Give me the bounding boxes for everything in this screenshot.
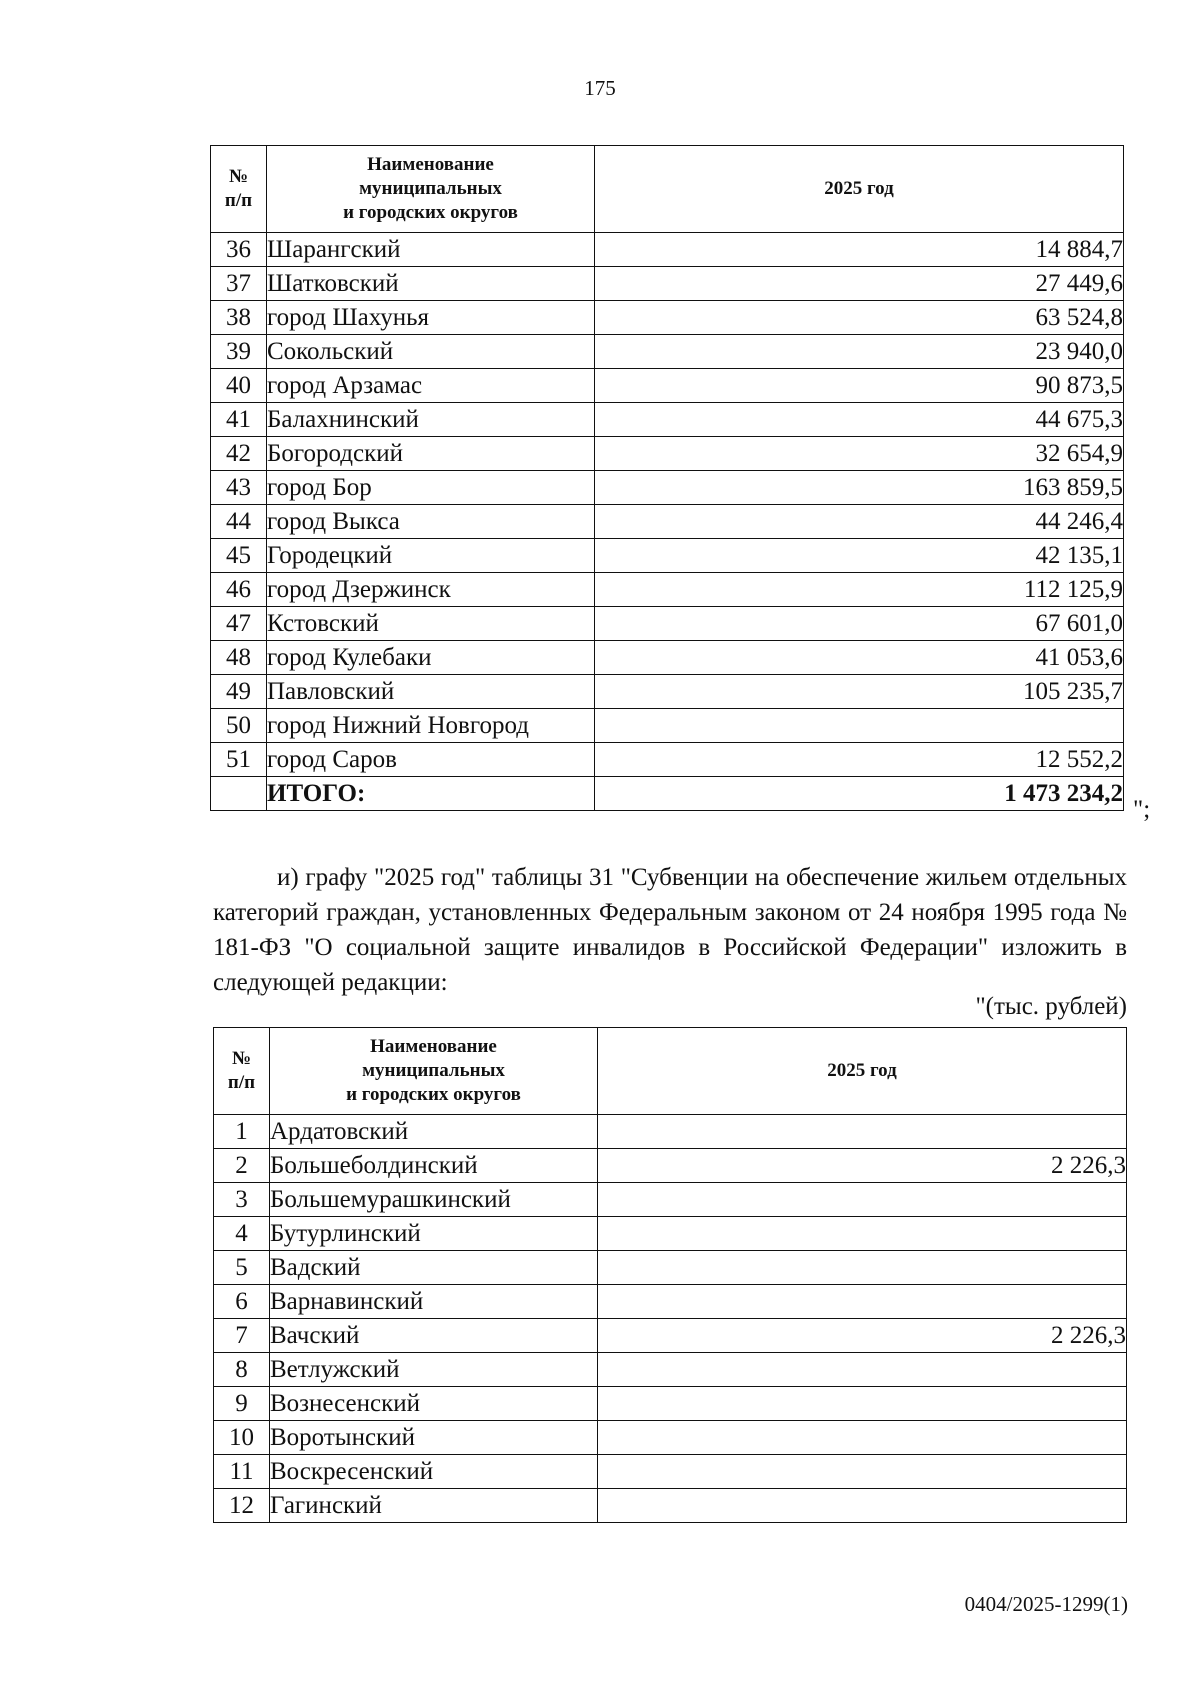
row-value: 41 053,6 (595, 641, 1124, 675)
table-header-row (211, 146, 1124, 233)
row-value (598, 1353, 1127, 1387)
table-row (211, 369, 1124, 403)
row-value: 44 246,4 (595, 505, 1124, 539)
row-number: 45 (211, 539, 267, 573)
row-value (598, 1285, 1127, 1319)
table-row (211, 301, 1124, 335)
district-name: Воскресенский (270, 1455, 598, 1489)
total-number-cell (211, 777, 267, 811)
row-number: 42 (211, 437, 267, 471)
district-name: Ардатовский (270, 1115, 598, 1149)
page-number: 175 (584, 76, 616, 100)
row-number: 40 (211, 369, 267, 403)
district-name: Ветлужский (270, 1353, 598, 1387)
row-number: 12 (214, 1489, 270, 1523)
row-value: 14 884,7 (595, 233, 1124, 267)
row-value: 23 940,0 (595, 335, 1124, 369)
row-number: 4 (214, 1217, 270, 1251)
header-name: Наименование муниципальных и городских округов (270, 1028, 598, 1115)
row-value: 27 449,6 (595, 267, 1124, 301)
row-value (598, 1455, 1127, 1489)
row-number: 41 (211, 403, 267, 437)
district-name: Павловский (267, 675, 595, 709)
row-value: 2 226,3 (598, 1319, 1127, 1353)
district-name: Воротынский (270, 1421, 598, 1455)
row-number: 7 (214, 1319, 270, 1353)
row-number: 2 (214, 1149, 270, 1183)
row-number: 3 (214, 1183, 270, 1217)
table-row (214, 1319, 1127, 1353)
table-row (214, 1353, 1127, 1387)
district-name: город Саров (267, 743, 595, 777)
district-name: Шатковский (267, 267, 595, 301)
units-label: "(тыс. рублей) (975, 993, 1127, 1020)
table-row (211, 437, 1124, 471)
district-name: город Арзамас (267, 369, 595, 403)
district-name: город Кулебаки (267, 641, 595, 675)
row-value: 42 135,1 (595, 539, 1124, 573)
row-value (598, 1387, 1127, 1421)
district-name: Вадский (270, 1251, 598, 1285)
table-row (211, 743, 1124, 777)
table-row (211, 267, 1124, 301)
district-name: Кстовский (267, 607, 595, 641)
row-value: 67 601,0 (595, 607, 1124, 641)
row-number: 48 (211, 641, 267, 675)
row-value: 12 552,2 (595, 743, 1124, 777)
district-name: Сокольский (267, 335, 595, 369)
table-row (211, 403, 1124, 437)
document-code: 0404/2025-1299(1) (964, 1592, 1128, 1616)
district-name: Большемурашкинский (270, 1183, 598, 1217)
table-row (214, 1149, 1127, 1183)
table-row (214, 1251, 1127, 1285)
row-number: 11 (214, 1455, 270, 1489)
table-row (211, 709, 1124, 743)
row-value (598, 1183, 1127, 1217)
row-value (598, 1251, 1127, 1285)
row-value: 90 873,5 (595, 369, 1124, 403)
header-year: 2025 год (598, 1028, 1127, 1115)
district-name: город Нижний Новгород (267, 709, 595, 743)
row-value (598, 1421, 1127, 1455)
subsidy-table-continued (210, 145, 1124, 811)
table-row (211, 471, 1124, 505)
row-value (598, 1489, 1127, 1523)
header-year: 2025 год (595, 146, 1124, 233)
district-name: город Выкса (267, 505, 595, 539)
row-number: 46 (211, 573, 267, 607)
row-number: 38 (211, 301, 267, 335)
district-name: город Бор (267, 471, 595, 505)
district-name: Балахнинский (267, 403, 595, 437)
table-row (211, 641, 1124, 675)
district-name: Варнавинский (270, 1285, 598, 1319)
row-value: 112 125,9 (595, 573, 1124, 607)
row-number: 5 (214, 1251, 270, 1285)
row-value: 63 524,8 (595, 301, 1124, 335)
row-number: 6 (214, 1285, 270, 1319)
district-name: город Дзержинск (267, 573, 595, 607)
table-row (211, 233, 1124, 267)
row-number: 43 (211, 471, 267, 505)
row-number: 47 (211, 607, 267, 641)
district-name: город Шахунья (267, 301, 595, 335)
district-name: Вачский (270, 1319, 598, 1353)
header-name: Наименование муниципальных и городских округов (267, 146, 595, 233)
total-label: ИТОГО: (267, 777, 595, 811)
district-name: Богородский (267, 437, 595, 471)
table-row (211, 505, 1124, 539)
header-number: № п/п (214, 1028, 270, 1115)
housing-subsidy-table (213, 1027, 1127, 1523)
header-number: № п/п (211, 146, 267, 233)
row-number: 44 (211, 505, 267, 539)
district-name: Городецкий (267, 539, 595, 573)
row-value: 32 654,9 (595, 437, 1124, 471)
row-value: 163 859,5 (595, 471, 1124, 505)
amendment-paragraph: и) графу "2025 год" таблицы 31 "Субвенции на обеспечение жильем отдельных категорий граждан, установленных Федеральным законом от 24 ноября 1995 года № 181-ФЗ "О социальной защите инвалидов в Российской Федерации" изложить в следующей редакции: (213, 864, 1127, 996)
row-value (595, 709, 1124, 743)
row-number: 37 (211, 267, 267, 301)
total-row (211, 777, 1124, 811)
district-name: Большеболдинский (270, 1149, 598, 1183)
district-name: Гагинский (270, 1489, 598, 1523)
row-value: 105 235,7 (595, 675, 1124, 709)
table-row (214, 1183, 1127, 1217)
table-row (214, 1489, 1127, 1523)
district-name: Вознесенский (270, 1387, 598, 1421)
table-row (211, 607, 1124, 641)
closing-quote: "; (1133, 796, 1151, 823)
table-row (214, 1387, 1127, 1421)
row-value: 44 675,3 (595, 403, 1124, 437)
table-row (211, 539, 1124, 573)
table-row (211, 573, 1124, 607)
table-row (214, 1285, 1127, 1319)
row-number: 9 (214, 1387, 270, 1421)
table-header-row (214, 1028, 1127, 1115)
row-number: 49 (211, 675, 267, 709)
row-number: 36 (211, 233, 267, 267)
row-number: 51 (211, 743, 267, 777)
total-value: 1 473 234,2 (595, 777, 1124, 811)
table-row (214, 1455, 1127, 1489)
district-name: Шарангский (267, 233, 595, 267)
district-name: Бутурлинский (270, 1217, 598, 1251)
row-value (598, 1115, 1127, 1149)
row-number: 50 (211, 709, 267, 743)
row-number: 39 (211, 335, 267, 369)
table-row (214, 1115, 1127, 1149)
table-row (214, 1217, 1127, 1251)
table-row (211, 675, 1124, 709)
row-number: 1 (214, 1115, 270, 1149)
table-row (214, 1421, 1127, 1455)
row-number: 10 (214, 1421, 270, 1455)
table-row (211, 335, 1124, 369)
row-value (598, 1217, 1127, 1251)
row-number: 8 (214, 1353, 270, 1387)
row-value: 2 226,3 (598, 1149, 1127, 1183)
